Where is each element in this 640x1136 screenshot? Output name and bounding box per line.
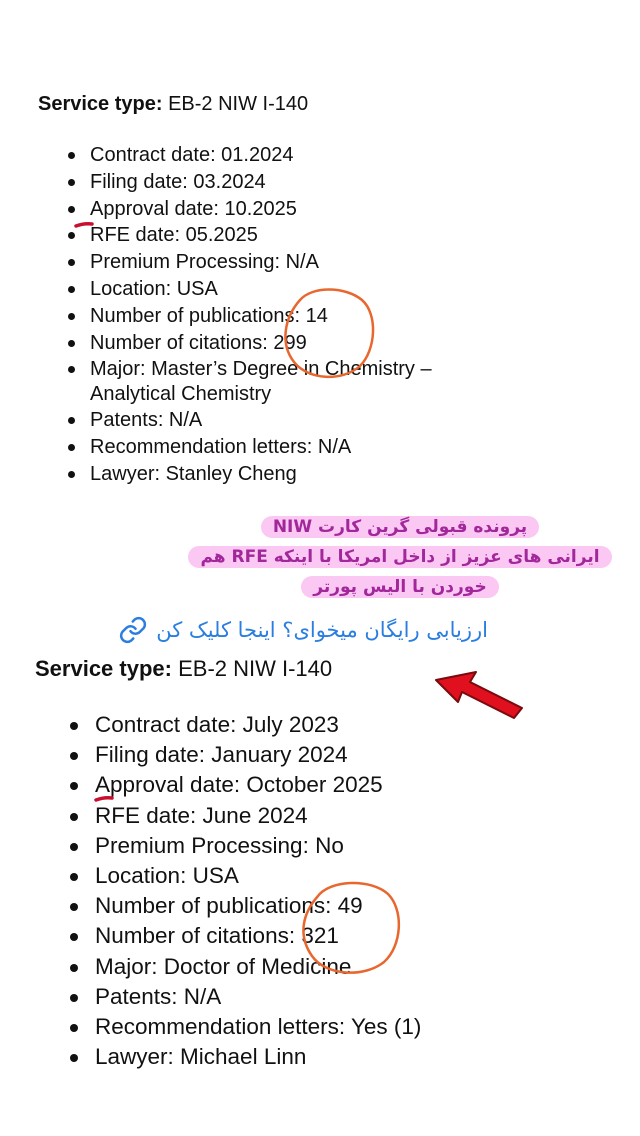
- list-item: Premium Processing: No: [95, 831, 421, 861]
- list-item: Approval date: October 2025: [95, 770, 421, 800]
- list-item: Premium Processing: N/A: [90, 249, 432, 276]
- list-item: Major: Master’s Degree in Chemistry – Analytical Chemistry: [90, 356, 432, 407]
- bullet-icon: [70, 994, 78, 1002]
- list-item: Number of publications: 49: [95, 891, 421, 921]
- bullet-icon: [68, 206, 75, 213]
- service-type-label: Service type:: [38, 93, 163, 115]
- list-item: Filing date: January 2024: [95, 740, 421, 770]
- bullet-icon: [68, 444, 75, 451]
- list-item: RFE date: June 2024: [95, 801, 421, 831]
- list-item: Number of publications: 14: [90, 303, 432, 330]
- case-details-list: [95, 710, 421, 1072]
- acceptance-banner: [170, 512, 630, 602]
- bullet-icon: [70, 933, 78, 941]
- bullet-icon: [68, 259, 75, 266]
- free-evaluation-label: ارزیابی رایگان میخوای؟ اینجا کلیک کن: [156, 618, 488, 642]
- list-item: Approval date: 10.2025: [90, 196, 432, 223]
- list-item: Number of citations: 299: [90, 330, 432, 357]
- service-type-label: Service type:: [35, 656, 172, 681]
- list-item: Filing date: 03.2024: [90, 169, 432, 196]
- list-item: Patents: N/A: [95, 982, 421, 1012]
- bullet-icon: [70, 813, 78, 821]
- bullet-icon: [68, 152, 75, 159]
- arrow-icon: [436, 672, 522, 718]
- list-item: Lawyer: Michael Linn: [95, 1042, 421, 1072]
- bullet-icon: [70, 843, 78, 851]
- list-item: Patents: N/A: [90, 407, 432, 434]
- bullet-icon: [70, 903, 78, 911]
- list-item: Recommendation letters: Yes (1): [95, 1012, 421, 1042]
- bullet-icon: [70, 873, 78, 881]
- list-item: Location: USA: [95, 861, 421, 891]
- service-type: [35, 656, 332, 682]
- bullet-icon: [68, 417, 75, 424]
- bullet-icon: [70, 1054, 78, 1062]
- list-item: Contract date: 01.2024: [90, 142, 432, 169]
- list-item: Contract date: July 2023: [95, 710, 421, 740]
- bullet-icon: [68, 232, 75, 239]
- bullet-icon: [68, 313, 75, 320]
- list-item: Location: USA: [90, 276, 432, 303]
- bullet-icon: [68, 366, 75, 373]
- bullet-icon: [68, 471, 75, 478]
- list-item: Number of citations: 321: [95, 921, 421, 951]
- list-item: Recommendation letters: N/A: [90, 434, 432, 461]
- service-type-value: EB-2 NIW I-140: [168, 93, 309, 115]
- service-type-value: EB-2 NIW I-140: [178, 656, 333, 681]
- bullet-icon: [70, 752, 78, 760]
- list-item: RFE date: 05.2025: [90, 222, 432, 249]
- bullet-icon: [70, 964, 78, 972]
- banner-line-2: ایرانی های عزیز از داخل امریکا با اینکه RFE هم: [188, 546, 611, 568]
- bullet-icon: [68, 340, 75, 347]
- bullet-icon: [68, 286, 75, 293]
- banner-line-3: خوردن با الیس پورتر: [301, 576, 498, 598]
- banner-line-1: پرونده قبولی گرین کارت NIW: [261, 516, 539, 538]
- service-type: [38, 93, 308, 116]
- bullet-icon: [70, 722, 78, 730]
- list-item: Lawyer: Stanley Cheng: [90, 461, 432, 488]
- link-icon: [118, 615, 148, 645]
- bullet-icon: [68, 179, 75, 186]
- bullet-icon: [70, 1024, 78, 1032]
- free-evaluation-link[interactable]: [78, 610, 488, 650]
- case-details-list: [90, 142, 432, 488]
- list-item: Major: Doctor of Medicine: [95, 952, 421, 982]
- bullet-icon: [70, 782, 78, 790]
